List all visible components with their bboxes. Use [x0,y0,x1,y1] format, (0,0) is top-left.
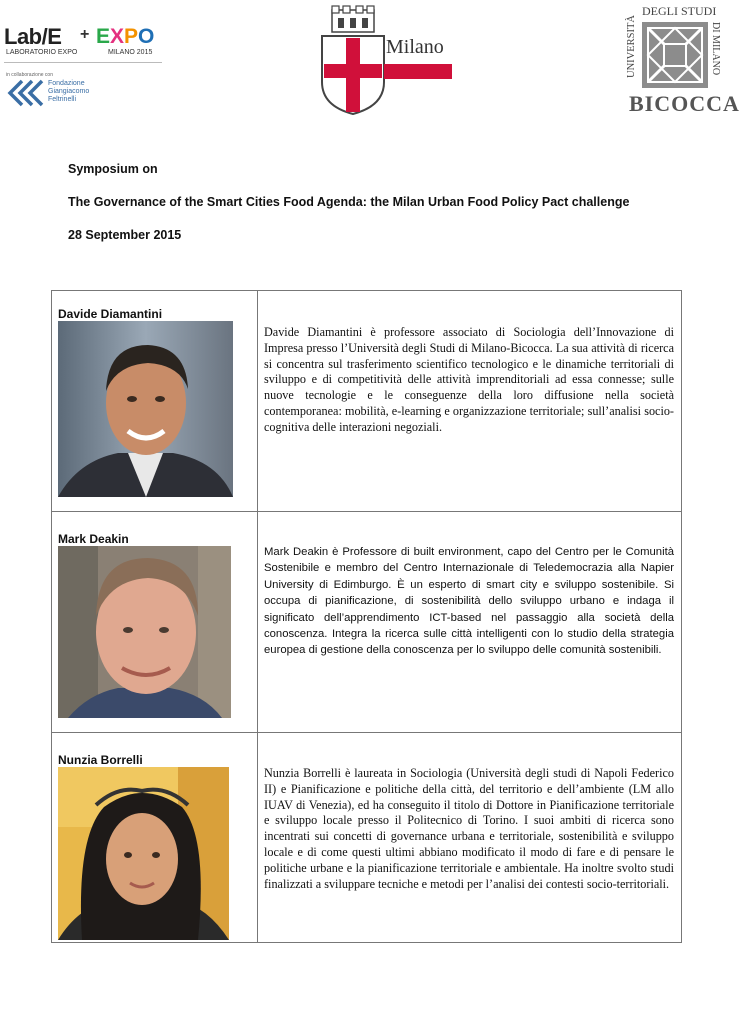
symposium-title: The Governance of the Smart Cities Food Agenda: the Milan Urban Food Policy Pact challenge [68,195,630,209]
labe-subtitle: LABORATORIO EXPO [6,49,78,56]
collaboration-label: in collaborazione con [6,72,53,78]
labe-expo-logo [4,22,164,112]
speaker-name: Davide Diamantini [58,307,163,321]
feltrinelli-chevrons-icon [8,80,46,106]
speaker-bio: Mark Deakin è Professore di built environment, capo del Centro per le Comunità Sostenibile e membro del Centro Internazionale di Teledemocrazia alla Napier University di Edimburgo. È un esperto di smart city e sviluppo sostenibile. Si occupa di pianificazione, di sostenibilità dello sviluppo urbano e indaga il significato dell’apprendimento ICT-based nel passaggio alla società della conoscenza. Integra la ricerca sulle città intelligenti con lo studio della strategia europea di gestione della conoscenza per lo sviluppo delle comunità sostenibili. [264,546,674,657]
symposium-date: 28 September 2015 [68,228,182,242]
expo-logo-text [96,25,154,49]
table-row-divider [51,732,682,733]
table-row-divider [51,511,682,512]
portrait-image-icon [58,546,231,718]
expo-letter: X [110,25,125,48]
table-column-divider [257,290,258,943]
expo-letter: O [138,25,155,48]
bicocca-di-milano-vertical: DI MILANO [710,22,721,76]
bicocca-university-logo [626,4,740,116]
bicocca-degli-studi: DEGLI STUDI [642,4,717,18]
portrait-image-icon [58,767,229,940]
speaker-bio: Nunzia Borrelli è laureata in Sociologia (Università degli studi di Napoli Federico II) e Pianificazione e politiche della città, del territorio e dell’ambiente (LM allo IUAV di Venezia), ed ha conseguito il titolo di Dottore in Pianificazione territoriale e sviluppo locale presso il Politecnico di Torino. I suoi ambiti di ricerca sono incentrati sui concetti di governance urbana e territoriale, sostenibilità e sviluppo locale e di come questi ultimi abbiano modificato il modo di fare e di pensare le politiche urbane e la pianificazione territoriale e ambientale. Ha inoltre svolto studi finalizzati a sviluppare tecniche e metodi per l’analisi dei contesti socio-territoriali. [264,766,674,891]
bicocca-wordmark: BICOCCA [629,91,740,116]
milano-wordmark: Milano [386,36,444,58]
speaker-name: Nunzia Borrelli [58,753,143,767]
expo-letter: E [96,25,111,48]
expo-subtitle: MILANO 2015 [108,49,153,56]
feltrinelli-line: Feltrinelli [48,96,77,103]
feltrinelli-line: Giangiacomo [48,88,90,95]
feltrinelli-label [48,80,89,104]
expo-letter: P [124,25,139,48]
speaker-photo-diamantini [58,321,233,497]
labe-logo-text: Lab/E [4,24,62,49]
feltrinelli-line: Fondazione [48,80,85,87]
symposium-label: Symposium on [68,162,158,176]
bicocca-emblem-icon [642,22,708,88]
speaker-name: Mark Deakin [58,532,129,546]
speaker-photo-deakin [58,546,231,718]
bicocca-universita-vertical: UNIVERSITÀ [626,15,637,79]
speaker-photo-borrelli [58,767,229,940]
milano-red-bar [384,64,452,79]
milano-crest-icon [318,6,388,116]
speaker-bio: Davide Diamantini è professore associato di Sociologia dell’Innovazione di Impresa presso l’Università degli Studi di Milano-Bicocca. La sua attività di ricerca si concentra sul trasferimento scientifico tecnologico e le dinamiche territoriali di sviluppo e di competitività delle attività imprenditoriali ad essa connesse; sulle nuove tecnologie e le conseguenze della loro diffusione nella società contemporanea: mobilità, e-learning e organizzazione territoriale; sull’analisi socio-cognitiva delle interazioni negoziali. [264,325,674,434]
plus-sign: + [80,26,90,43]
comune-di-milano-logo [318,6,452,116]
logo-divider [4,62,162,63]
portrait-image-icon [58,321,233,497]
